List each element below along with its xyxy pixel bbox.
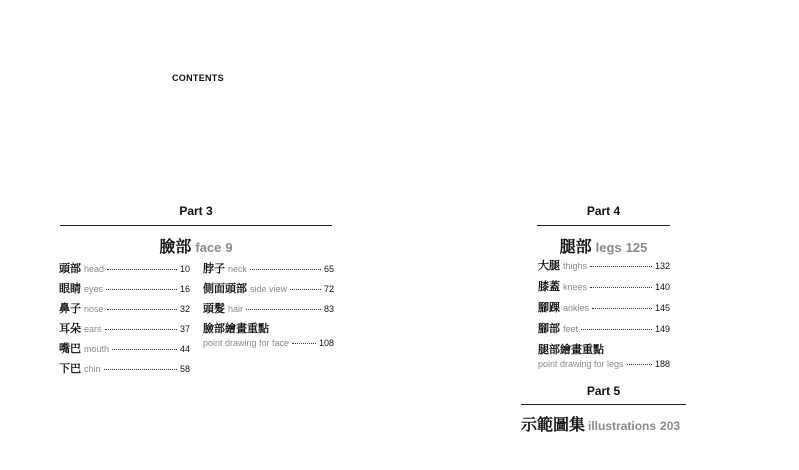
toc-entry-point-face[interactable]	[203, 320, 334, 348]
toc-entry-point-legs[interactable]	[538, 341, 670, 369]
toc-entry-hair[interactable]	[203, 300, 334, 314]
toc-entry-en: ears	[84, 324, 102, 334]
toc-entry-page: 10	[179, 264, 190, 274]
part-4-column	[538, 257, 670, 369]
toc-entry-zh: 腳踝	[538, 302, 560, 314]
toc-entry-head[interactable]	[59, 260, 190, 274]
part-5-title: Part 5	[586, 384, 621, 398]
toc-entry-en: head	[84, 264, 105, 274]
toc-entry-page: 188	[654, 359, 670, 369]
toc-entry-en: point drawing for face	[203, 338, 290, 348]
toc-entry-en: hair	[228, 304, 244, 314]
toc-entry-zh: 下巴	[59, 363, 81, 375]
toc-entry-zh: 膝蓋	[538, 281, 560, 293]
toc-entry-en: side view	[250, 284, 288, 294]
toc-entry-neck[interactable]	[203, 260, 334, 274]
part-3-rule	[60, 225, 332, 226]
section-legs-page: 125	[625, 240, 648, 255]
toc-entry-zh: 鼻子	[59, 303, 81, 315]
leader-dots	[106, 289, 177, 290]
toc-entry-zh: 臉部繪畫重點	[203, 323, 269, 335]
toc-entry-zh: 頭部	[59, 263, 81, 275]
section-legs-zh: 腿部	[559, 239, 592, 256]
contents-heading: CONTENTS	[172, 73, 224, 83]
leader-dots	[590, 287, 652, 288]
part-4-title: Part 4	[586, 204, 621, 218]
toc-entry-page: 65	[323, 264, 334, 274]
toc-entry-page: 37	[179, 324, 190, 334]
part-3-right-column	[203, 260, 334, 348]
toc-entry-page: 72	[323, 284, 334, 294]
toc-entry-page: 16	[179, 284, 190, 294]
toc-entry-page: 132	[654, 261, 670, 271]
leader-dots	[107, 269, 177, 270]
toc-entry-page: 140	[654, 282, 670, 292]
toc-entry-mouth[interactable]	[59, 340, 190, 354]
section-illustrations-zh: 示範圖集	[521, 417, 586, 434]
section-illustrations-en: illustrations	[588, 419, 657, 433]
toc-entry-en: chin	[84, 364, 101, 374]
toc-entry-zh: 嘴巴	[59, 343, 81, 355]
part-3-left-column	[59, 260, 190, 374]
toc-entry-en: eyes	[84, 284, 104, 294]
toc-entry-thighs[interactable]	[538, 257, 670, 271]
toc-entry-zh: 頭髮	[203, 303, 225, 315]
toc-entry-page: 58	[179, 364, 190, 374]
leader-dots	[590, 266, 652, 267]
toc-entry-ankles[interactable]	[538, 299, 670, 313]
leader-dots	[105, 329, 177, 330]
part-3-title: Part 3	[179, 204, 213, 218]
toc-entry-en: point drawing for legs	[538, 359, 624, 369]
toc-entry-zh: 眼睛	[59, 283, 81, 295]
toc-entry-page: 145	[654, 303, 670, 313]
toc-entry-ears[interactable]	[59, 320, 190, 334]
section-illustrations[interactable]	[521, 412, 680, 435]
section-face-en: face	[195, 240, 222, 255]
toc-entry-page: 149	[654, 324, 670, 334]
toc-entry-zh: 腳部	[538, 323, 560, 335]
section-illustrations-page: 203	[660, 419, 681, 433]
toc-entry-page: 44	[179, 344, 190, 354]
leader-dots	[104, 369, 177, 370]
leader-dots	[592, 308, 652, 309]
toc-entry-zh: 側面頭部	[203, 283, 247, 295]
toc-entry-en: thighs	[563, 261, 588, 271]
section-legs-en: legs	[595, 240, 622, 255]
toc-entry-page: 32	[179, 304, 190, 314]
part-4-rule	[537, 225, 670, 226]
toc-entry-zh: 大腿	[538, 260, 560, 272]
leader-dots	[246, 309, 321, 310]
section-face-zh: 臉部	[159, 239, 192, 256]
leader-dots	[627, 364, 652, 365]
section-legs[interactable]	[537, 234, 670, 257]
toc-entry-en: neck	[228, 264, 248, 274]
leader-dots	[112, 349, 177, 350]
toc-entry-en: nose	[84, 304, 104, 314]
toc-entry-nose[interactable]	[59, 300, 190, 314]
part-5-rule	[521, 404, 686, 405]
toc-entry-en: knees	[563, 282, 588, 292]
toc-entry-en: mouth	[84, 344, 110, 354]
toc-entry-page: 83	[323, 304, 334, 314]
toc-entry-knees[interactable]	[538, 278, 670, 292]
toc-entry-zh: 耳朵	[59, 323, 81, 335]
leader-dots	[290, 289, 321, 290]
toc-entry-zh: 腿部繪畫重點	[538, 344, 604, 356]
section-face[interactable]	[60, 234, 332, 257]
section-face-page: 9	[225, 240, 233, 255]
toc-entry-chin[interactable]	[59, 360, 190, 374]
toc-entry-side-view[interactable]	[203, 280, 334, 294]
toc-entry-en: feet	[563, 324, 579, 334]
leader-dots	[581, 329, 652, 330]
leader-dots	[292, 343, 316, 344]
leader-dots	[250, 269, 321, 270]
toc-entry-zh: 脖子	[203, 263, 225, 275]
toc-entry-en: ankles	[563, 303, 590, 313]
toc-entry-feet[interactable]	[538, 320, 670, 334]
toc-entry-eyes[interactable]	[59, 280, 190, 294]
leader-dots	[107, 309, 177, 310]
toc-entry-page: 108	[318, 338, 334, 348]
